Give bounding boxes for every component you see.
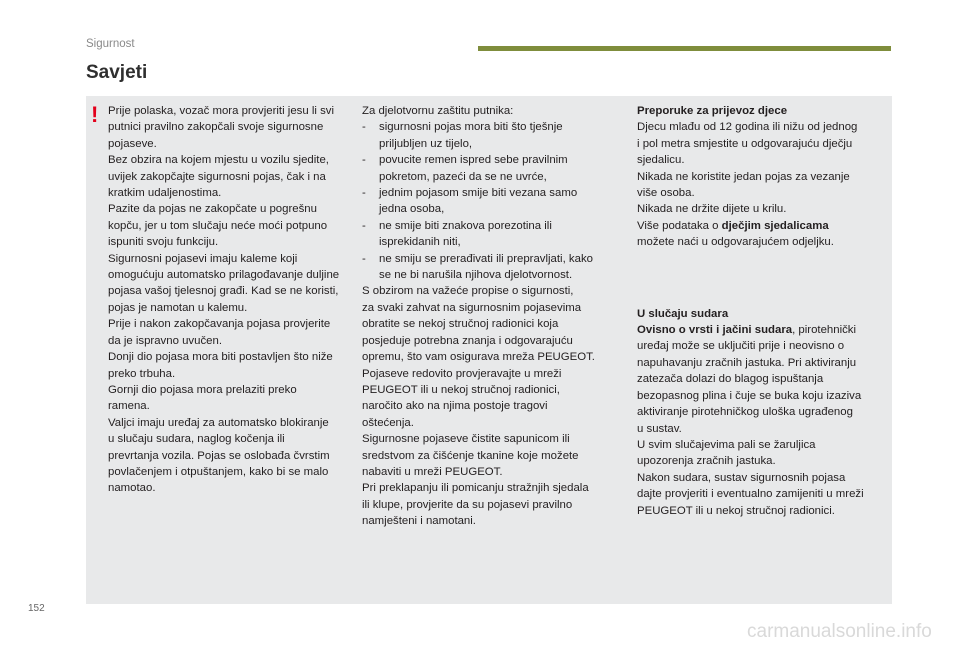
- watermark: carmanualsonline.info: [747, 621, 932, 642]
- children-heading: Preporuke za prijevoz djece: [637, 105, 788, 117]
- warning-icon: !: [91, 102, 99, 127]
- list-item-line: ne smiju se prerađivati ili prepravljati, kako: [379, 252, 593, 265]
- text-line: PEUGEOT ili u nekoj stručnoj radionici,: [362, 383, 560, 396]
- column-general-advice: [108, 103, 358, 497]
- text-line: Sigurnosne pojaseve čistite sapunicom ili: [362, 433, 570, 446]
- text-line: kopču, jer u tom slučaju neće moći potpuno: [108, 219, 328, 232]
- text-line: Nikada ne držite dijete u krilu.: [637, 203, 787, 216]
- text-line: Gornji dio pojasa mora prelaziti preko: [108, 383, 297, 396]
- text-line: posjeduje potrebna znanja i odgovarajuću: [362, 334, 573, 347]
- text-line: bezopasnog plina i čuje se buka koju izaziva: [637, 389, 862, 402]
- children-text: [637, 119, 885, 217]
- text-line: sjedalicu.: [637, 154, 685, 167]
- text-line: preko trbuha.: [108, 367, 176, 380]
- text-line: prevrtanja vozila. Pojas se oslobađa čvrstim: [108, 449, 330, 462]
- dash-bullet: -: [362, 187, 366, 200]
- text-line: namotao.: [108, 482, 156, 495]
- list-item-line: se ne bi narušila njihova djelotvornost.: [379, 269, 573, 282]
- text-line: više osoba.: [637, 187, 695, 200]
- child-seats-reference-end: možete naći u odgovarajućem odjeljku.: [637, 236, 834, 249]
- text-line: dajte provjeriti i eventualno zamijeniti u mreži: [637, 488, 864, 501]
- list-item: [362, 251, 614, 284]
- text-line: za svaki zahvat na sigurnosnim pojasevima: [362, 301, 582, 314]
- text-line: oštećenja.: [362, 416, 414, 429]
- text-line: u slučaju sudara, naglog kočenja ili: [108, 433, 285, 446]
- page-title: Savjeti: [86, 62, 148, 83]
- accident-bold-lead: Ovisno o vrsti i jačini sudara: [637, 324, 793, 337]
- text-line: u sustav.: [637, 422, 682, 435]
- text-line: upozorenja zračnih jastuka.: [637, 455, 776, 468]
- accident-lead-rest: , pirotehnički: [792, 324, 857, 337]
- list-item: [362, 218, 614, 251]
- text-line: pojas je namotan u kalemu.: [108, 301, 248, 314]
- text-line: Prije i nakon zakopčavanja pojasa provjerite: [108, 318, 331, 331]
- section-title: Sigurnost: [86, 38, 135, 50]
- text-line: omogućuju automatsko prilagođavanje duljine: [108, 269, 340, 282]
- text-line: i pol metra smjestite u odgovarajuću dječju: [637, 137, 853, 150]
- dash-bullet: -: [362, 252, 366, 265]
- text-line: uvijek zakopčajte sigurnosni pojas, čak i na: [108, 170, 326, 183]
- dash-bullet: -: [362, 121, 366, 134]
- text-line: ramena.: [108, 400, 150, 413]
- list-item-line: jedna osoba,: [379, 203, 445, 216]
- list-item-line: priljubljen uz tijelo,: [379, 137, 473, 150]
- text-line: putnici pravilno zakopčali svoje sigurnosne: [108, 121, 324, 134]
- text-line: Pazite da pojas ne zakopčate u pogrešnu: [108, 203, 317, 216]
- list-item-line: povucite remen ispred sebe pravilnim: [379, 154, 568, 167]
- list-item: [362, 152, 614, 185]
- text-line: uređaj može se uključiti prije i neovisno o: [637, 340, 845, 353]
- accident-text: [637, 338, 885, 518]
- list-item-line: pokretom, pazeći da se ne uvrće,: [379, 170, 547, 183]
- belt-care-list: [362, 119, 614, 283]
- text-line: U svim slučajevima pali se žaruljica: [637, 438, 816, 451]
- text-line: Djecu mlađu od 12 godina ili nižu od jednog: [637, 121, 858, 134]
- text-line: Sigurnosni pojasevi imaju kaleme koji: [108, 252, 298, 265]
- list-item: [362, 185, 614, 218]
- text-line: da je ispravno uvučen.: [108, 334, 222, 347]
- list-item: [362, 119, 614, 152]
- text-line: Prije polaska, vozač mora provjeriti jesu li svi: [108, 105, 334, 117]
- column-belt-care: [362, 103, 614, 530]
- dash-bullet: -: [362, 154, 366, 167]
- text-line: Donji dio pojasa mora biti postavljen što niže: [108, 351, 333, 364]
- text-line: namješteni i namotani.: [362, 515, 476, 528]
- list-item-line: ne smije biti znakova porezotina ili: [379, 219, 552, 232]
- accident-heading: U slučaju sudara: [637, 307, 729, 320]
- section-accent-bar: [478, 46, 891, 51]
- text-line: Valjci imaju uređaj za automatsko blokiranje: [108, 416, 329, 429]
- text-line: PEUGEOT ili u nekoj stručnoj radionici.: [637, 504, 835, 517]
- text-line: pojaseve.: [108, 137, 157, 150]
- text-line: pojasa vašoj tjelesnoj građi. Kad se ne koristi,: [108, 285, 339, 298]
- child-seats-reference: [637, 218, 885, 234]
- text-line: Pojaseve redovito provjeravajte u mreži: [362, 367, 562, 380]
- column-children-accident: [637, 103, 885, 519]
- accident-first-line: [637, 322, 885, 338]
- general-advice-text: [108, 103, 358, 497]
- text-line: obratite se nekoj stručnoj radionici koja: [362, 318, 559, 331]
- text-line: naročito ako na njima postoje tragovi: [362, 400, 548, 413]
- text-line: opremu, što vam osigurava mreža PEUGEOT.: [362, 351, 595, 364]
- text-line: sredstvom za čišćenje tkanine koje možete: [362, 449, 579, 462]
- text-line: ili klupe, provjerite da su pojasevi pravilno: [362, 498, 573, 511]
- belt-care-text: [362, 283, 614, 529]
- text-line: aktiviranje pirotehničkog uloška ugrađenog: [637, 406, 853, 419]
- text-line: Nakon sudara, sustav sigurnosnih pojasa: [637, 471, 846, 484]
- text-line: povlačenjem i otpuštanjem, kako bi se malo: [108, 465, 329, 478]
- text-line: kratkim udaljenostima.: [108, 187, 222, 200]
- text-line: napuhavanju zračnih jastuka. Pri aktiviranju: [637, 356, 857, 369]
- child-seats-prefix: Više podataka o: [637, 219, 722, 232]
- belt-care-intro: Za djelotvornu zaštitu putnika:: [362, 105, 514, 117]
- text-line: Pri preklapanju ili pomicanju stražnjih sjedala: [362, 482, 589, 495]
- text-line: ispuniti svoju funkciju.: [108, 236, 219, 249]
- list-item-line: jednim pojasom smije biti vezana samo: [379, 187, 578, 200]
- text-line: Bez obzira na kojem mjestu u vozilu sjedite,: [108, 154, 329, 167]
- dash-bullet: -: [362, 219, 366, 232]
- text-line: Nikada ne koristite jedan pojas za vezanje: [637, 170, 850, 183]
- page-number: 152: [28, 603, 45, 614]
- text-line: S obzirom na važeće propise o sigurnosti,: [362, 285, 574, 298]
- list-item-line: sigurnosni pojas mora biti što tješnje: [379, 121, 563, 134]
- text-line: nabaviti u mreži PEUGEOT.: [362, 465, 503, 478]
- child-seats-link-text: dječjim sjedalicama: [721, 219, 829, 232]
- text-line: zatezača dolazi do blagog ispuštanja: [637, 373, 824, 386]
- list-item-line: isprekidanih niti,: [379, 236, 461, 249]
